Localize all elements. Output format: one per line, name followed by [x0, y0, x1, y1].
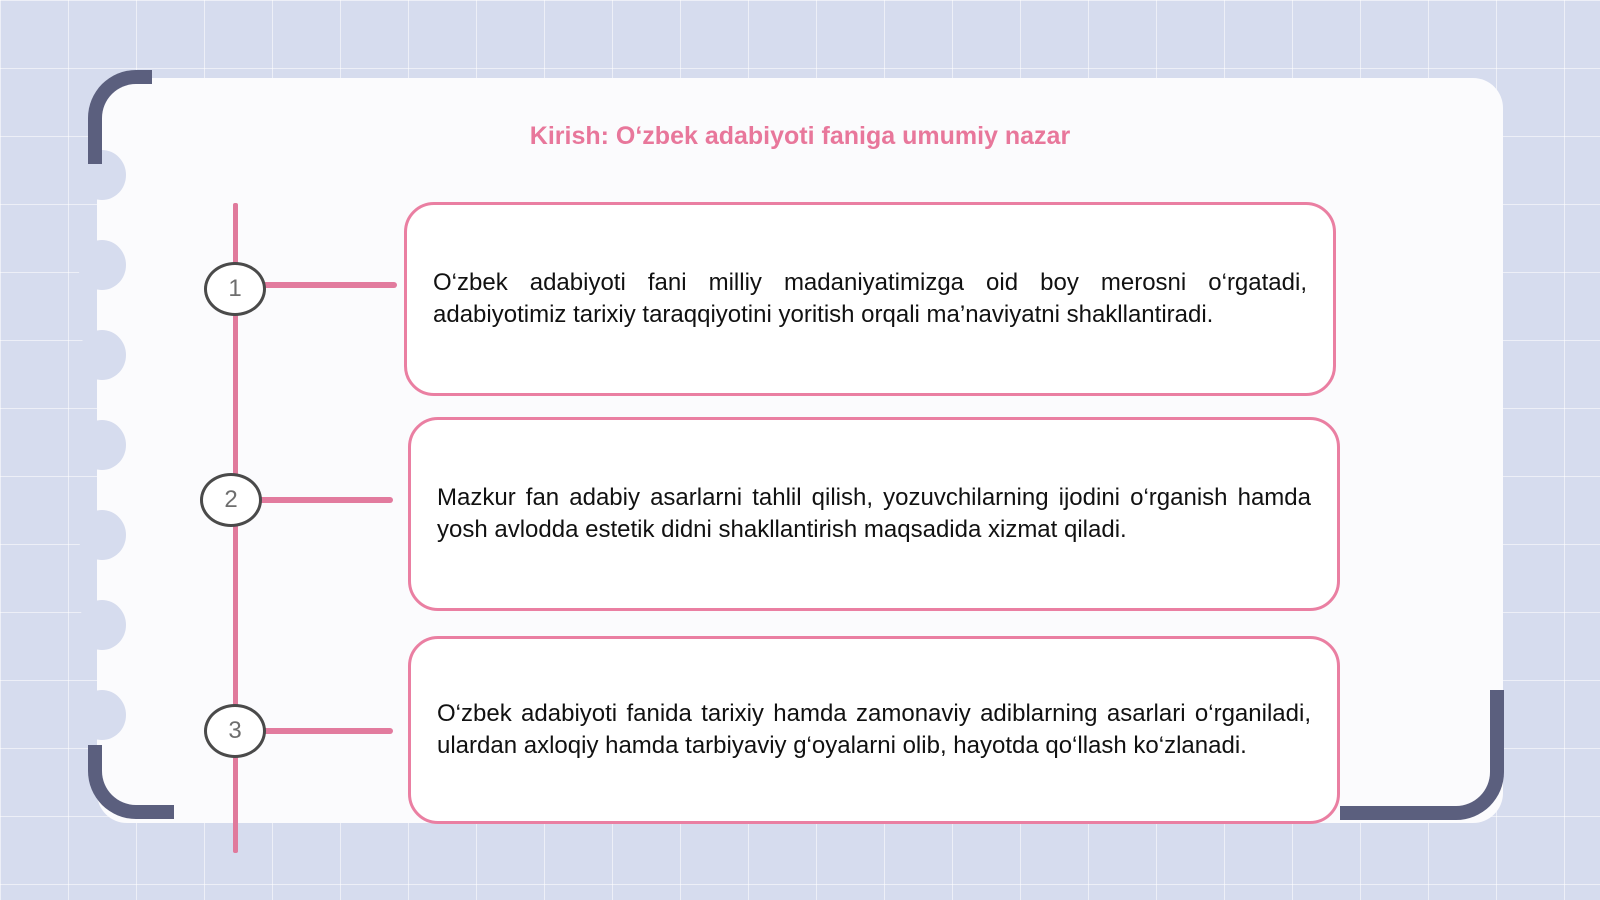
corner-bracket-bottom-right	[1340, 690, 1504, 820]
step-number: 1	[228, 275, 242, 302]
step-number: 3	[228, 717, 242, 744]
slide-title: Kirish: O‘zbek adabiyoti faniga umumiy nazar	[529, 122, 1071, 150]
step-card	[408, 417, 1340, 611]
paper-notch	[78, 600, 126, 650]
step-card	[408, 636, 1340, 824]
step-connector	[262, 728, 393, 734]
step-number-circle	[204, 262, 266, 316]
step-card	[404, 202, 1336, 396]
paper-notch	[78, 240, 126, 290]
corner-bracket-top-left	[88, 70, 152, 164]
step-text: O‘zbek adabiyoti fanida tarixiy hamda zamonaviy adiblarning asarlari o‘rganiladi, ulardan axloqiy hamda tarbiyaviy g‘oyalarni olib, hayotda qo‘llash ko‘zlanadi.	[437, 700, 1311, 759]
step-connector	[258, 497, 393, 503]
step-number: 2	[224, 486, 238, 513]
step-text: Mazkur fan adabiy asarlarni tahlil qilish, yozuvchilarning ijodini o‘rganish hamda yosh avlodda estetik didni shakllantirish maqsadida xizmat qiladi.	[437, 484, 1311, 543]
paper-notch	[78, 690, 126, 740]
step-connector	[262, 282, 397, 288]
paper-notch	[78, 510, 126, 560]
paper-notch	[78, 330, 126, 380]
paper-notch	[78, 420, 126, 470]
step-number-circle	[200, 473, 262, 527]
step-text: O‘zbek adabiyoti fani milliy madaniyatimizga oid boy merosni o‘rgatadi, adabiyotimiz tarixiy taraqqiyotini yoritish orqali ma’naviyatni shakllantiradi.	[433, 269, 1307, 328]
step-number-circle	[204, 704, 266, 758]
